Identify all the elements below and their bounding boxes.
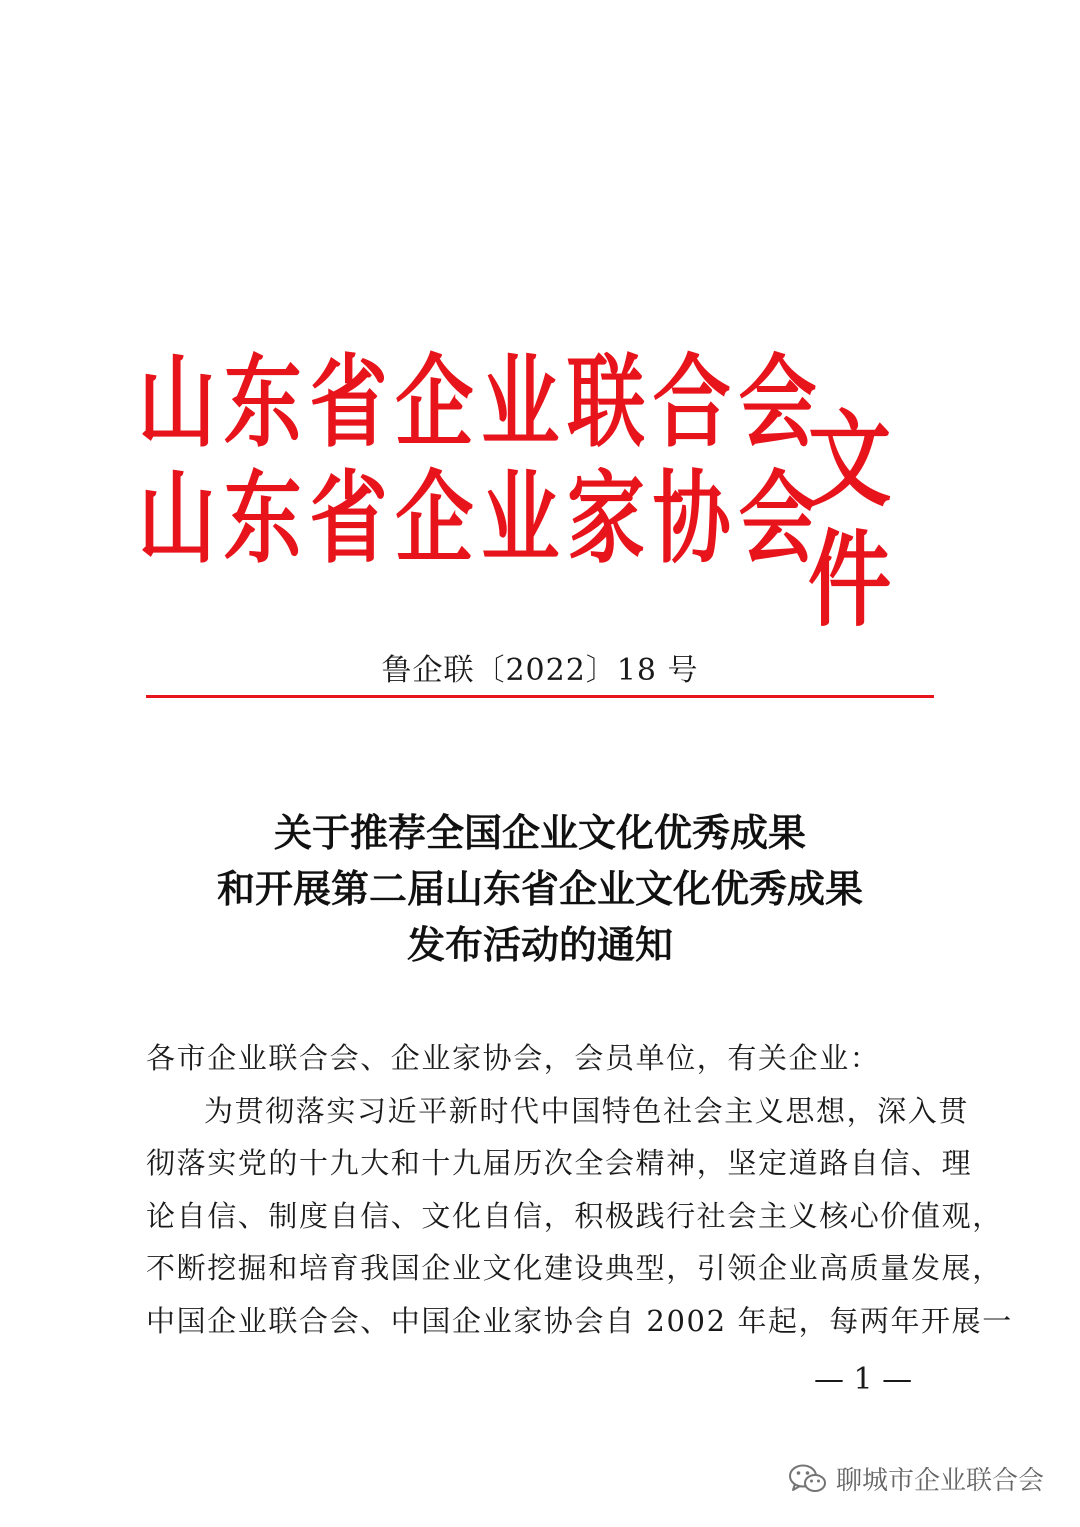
org-char: 山 [138,343,216,461]
document-body [146,1032,1013,1347]
org-char: 业 [481,343,560,461]
paragraph-line: 彻落实党的十九大和十九届历次全会精神，坚定道路自信、理 [146,1146,973,1180]
org-char: 省 [309,459,388,577]
title-line: 关于推荐全国企业文化优秀成果 [273,810,806,855]
org-char: 家 [567,459,645,577]
org-char: 企 [395,343,474,461]
org-char: 联 [567,343,645,461]
org-name-line-1 [138,342,817,462]
title-line: 发布活动的通知 [406,922,673,967]
paragraph-line: 不断挖掘和培育我国企业文化建设典型，引领企业高质量发展， [146,1251,1003,1285]
salutation: 各市企业联合会、企业家协会，会员单位，有关企业： [146,1041,881,1075]
doc-type-label: 文件 [808,398,887,641]
wechat-icon [788,1463,828,1495]
page-number: — 1 — [814,1362,913,1397]
document-title [0,805,1080,973]
org-char: 东 [223,459,302,577]
title-line: 和开展第二届山东省企业文化优秀成果 [216,866,863,911]
paragraph-line: 为贯彻落实习近平新时代中国特色社会主义思想，深入贯 [204,1093,970,1128]
org-name-line-2 [138,458,817,578]
org-char: 会 [738,343,817,461]
watermark-text: 聊城市企业联合会 [835,1466,1044,1496]
org-char: 东 [223,343,302,461]
document-number: 鲁企联〔2022〕18 号 [381,653,699,688]
org-char: 省 [309,343,388,461]
org-char: 企 [395,459,474,577]
paragraph-line: 中国企业联合会、中国企业家协会自 2002 年起，每两年开展一 [146,1303,1013,1338]
red-divider [146,695,934,698]
org-char: 合 [652,343,731,461]
org-char: 会 [738,459,817,577]
org-char: 山 [138,459,216,577]
watermark [788,1460,1044,1497]
red-header [138,340,938,641]
paragraph-line: 论自信、制度自信、文化自信，积极践行社会主义核心价值观， [146,1198,1003,1233]
org-char: 协 [652,459,731,577]
org-char: 业 [481,459,560,577]
